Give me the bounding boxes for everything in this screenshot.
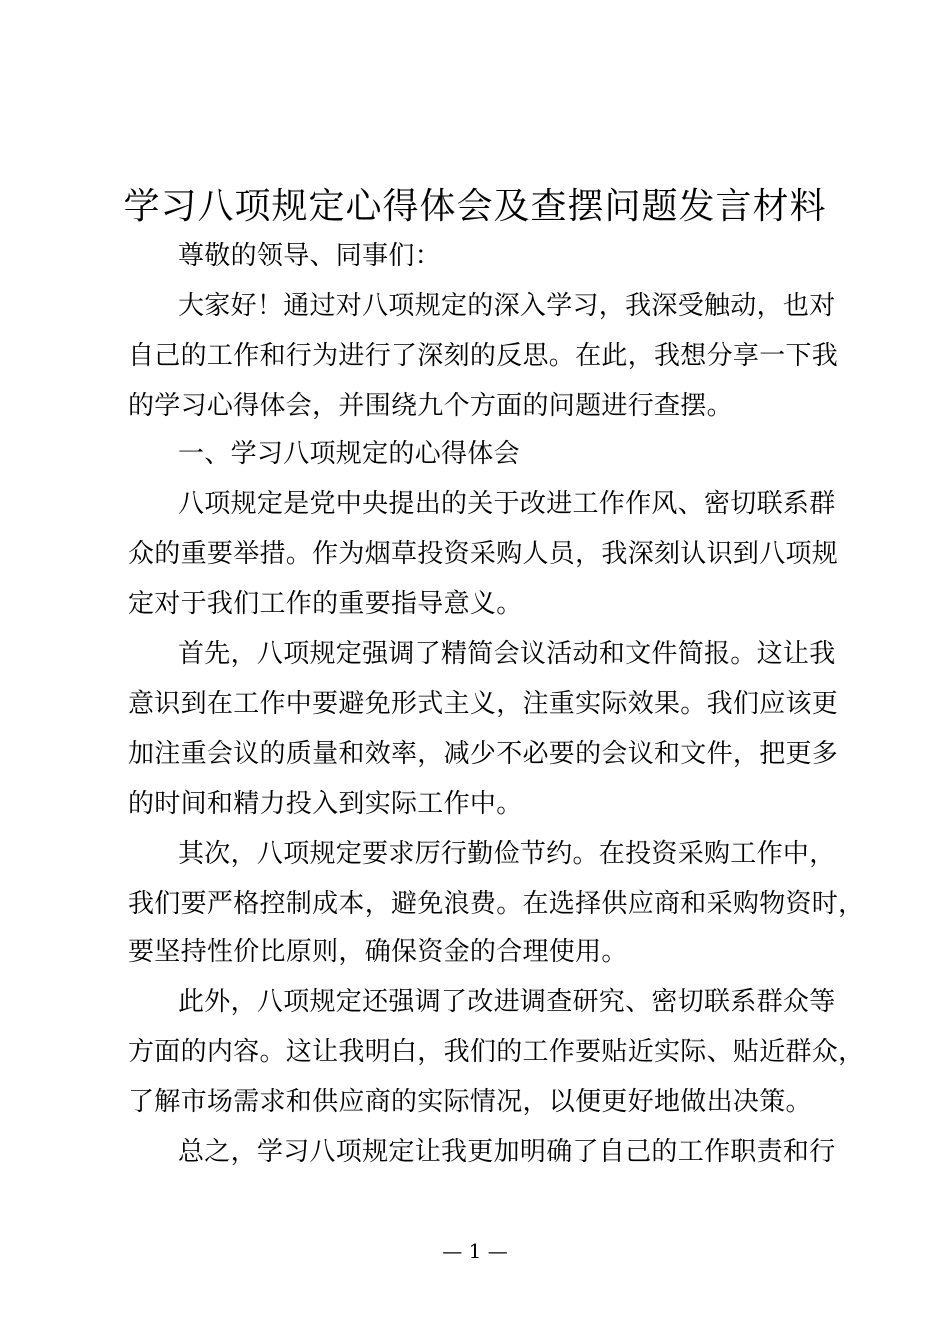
paragraph-line: 我们要严格控制成本，避免浪费。在选择供应商和采购物资时， [128,889,865,919]
paragraph-line: 自己的工作和行为进行了深刻的反思。在此，我想分享一下我 [128,341,839,371]
paragraph-line: 此外，八项规定还强调了改进调查研究、密切联系群众等 [178,987,836,1017]
paragraph-line: 首先，八项规定强调了精简会议活动和文件简报。这让我 [178,639,836,669]
paragraph-line: 其次，八项规定要求厉行勤俭节约。在投资采购工作中， [178,839,836,869]
page-number: — 1 — [442,1239,508,1263]
paragraph-line: 意识到在工作中要避免形式主义，注重实际效果。我们应该更 [128,689,839,719]
document-title: 学习八项规定心得体会及查摆问题发言材料 [123,186,827,227]
paragraph-line: 众的重要举措。作为烟草投资采购人员，我深刻认识到八项规 [128,539,839,569]
paragraph-line: 方面的内容。这让我明白，我们的工作要贴近实际、贴近群众， [128,1037,865,1067]
paragraph-line: 了解市场需求和供应商的实际情况，以便更好地做出决策。 [128,1087,812,1117]
paragraph-line: 的时间和精力投入到实际工作中。 [128,789,523,819]
paragraph-line: 八项规定是党中央提出的关于改进工作作风、密切联系群 [178,489,836,519]
paragraph-line: 的学习心得体会，并围绕九个方面的问题进行查摆。 [128,391,733,421]
section-heading: 一、学习八项规定的心得体会 [178,439,520,469]
paragraph-line: 要坚持性价比原则，确保资金的合理使用。 [128,937,628,967]
paragraph-line: 大家好！通过对八项规定的深入学习，我深受触动，也对 [178,291,836,321]
paragraph-line: 定对于我们工作的重要指导意义。 [128,589,523,619]
paragraph-line: 加注重会议的质量和效率，减少不必要的会议和文件，把更多 [128,739,839,769]
paragraph-line: 总之，学习八项规定让我更加明确了自己的工作职责和行 [178,1137,836,1167]
salutation-line: 尊敬的领导、同事们： [178,241,442,271]
